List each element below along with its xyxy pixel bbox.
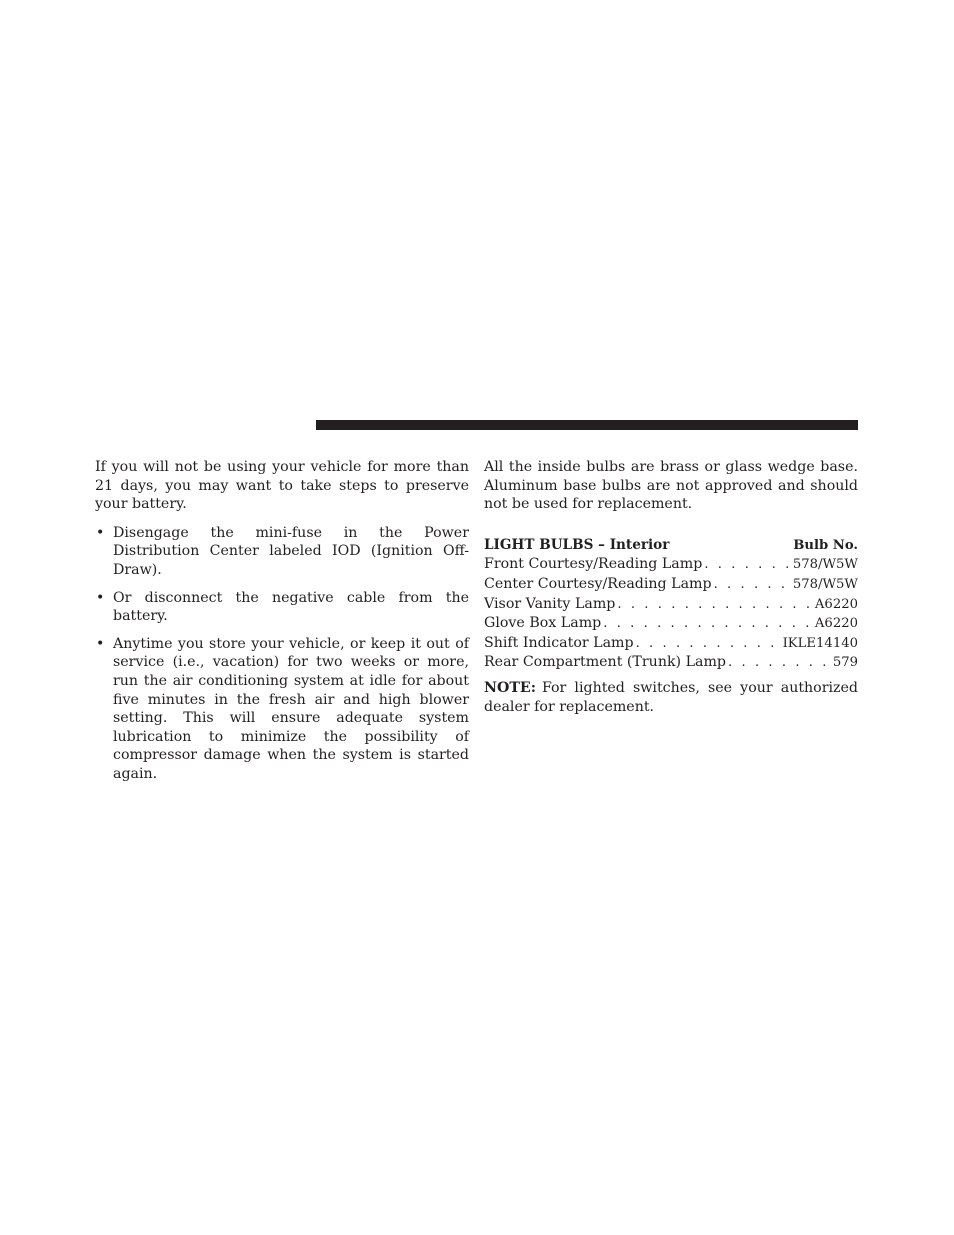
table-row xyxy=(484,634,858,654)
lighted-switches-note xyxy=(484,679,858,716)
bullet-icon: • xyxy=(96,635,105,652)
battery-storage-intro: If you will not be using your vehicle for more than 21 days, you may want to take steps to preserve your battery. xyxy=(95,459,469,513)
table-header-bulb-no: Bulb No. xyxy=(793,537,858,553)
bulb-number: A6220 xyxy=(814,596,858,612)
table-header xyxy=(484,536,858,556)
list-item-text: Or disconnect the negative cable from the battery. xyxy=(113,589,469,625)
list-item xyxy=(95,524,469,580)
table-row xyxy=(484,575,858,595)
note-text: For lighted switches, see your authorized dealer for replacement. xyxy=(484,679,858,715)
table-row xyxy=(484,595,858,615)
dot-leader xyxy=(704,556,791,575)
section-header-rule xyxy=(316,420,858,430)
dot-leader xyxy=(617,596,813,615)
list-item-text: Anytime you store your vehicle, or keep it out of service (i.e., vacation) for two weeks or more, run the air conditioning system at idle for about five minutes in the fresh air and high blower setting. This will ensure adequate system lubrication to minimize the possibility of compressor damage when the system is started again. xyxy=(113,635,469,782)
list-item xyxy=(95,635,469,784)
list-item xyxy=(95,589,469,626)
table-header-title: LIGHT BULBS – Interior xyxy=(484,536,670,553)
bulb-location: Glove Box Lamp xyxy=(484,615,602,632)
interior-bulbs-intro: All the inside bulbs are brass or glass wedge base. Aluminum base bulbs are not approved and should not be used for replacement. xyxy=(484,459,858,513)
bulb-location: Rear Compartment (Trunk) Lamp xyxy=(484,654,727,671)
bulb-number: 579 xyxy=(832,655,858,671)
bulb-location: Front Courtesy/Reading Lamp xyxy=(484,556,703,573)
table-row xyxy=(484,555,858,575)
table-row xyxy=(484,653,858,673)
dot-leader xyxy=(636,635,781,654)
bulb-number: IKLE14140 xyxy=(782,635,858,651)
bulb-location: Shift Indicator Lamp xyxy=(484,634,634,651)
bulb-number: 578/W5W xyxy=(792,557,858,573)
bulb-location: Visor Vanity Lamp xyxy=(484,595,616,612)
list-item-text: Disengage the mini-fuse in the Power Distribution Center labeled IOD (Ignition Off-Draw). xyxy=(113,524,469,578)
table-row xyxy=(484,614,858,634)
battery-storage-bullet-list xyxy=(95,524,469,784)
bulb-location: Center Courtesy/Reading Lamp xyxy=(484,575,712,592)
bulb-number: A6220 xyxy=(814,616,858,632)
left-column xyxy=(95,458,469,793)
dot-leader xyxy=(728,654,831,673)
dot-leader xyxy=(603,615,813,634)
bullet-icon: • xyxy=(96,524,105,541)
bullet-icon: • xyxy=(96,589,105,606)
dot-leader xyxy=(714,576,791,595)
right-column xyxy=(484,458,858,716)
interior-bulb-table xyxy=(484,536,858,673)
bulb-number: 578/W5W xyxy=(792,576,858,592)
note-label: NOTE: xyxy=(484,679,536,696)
